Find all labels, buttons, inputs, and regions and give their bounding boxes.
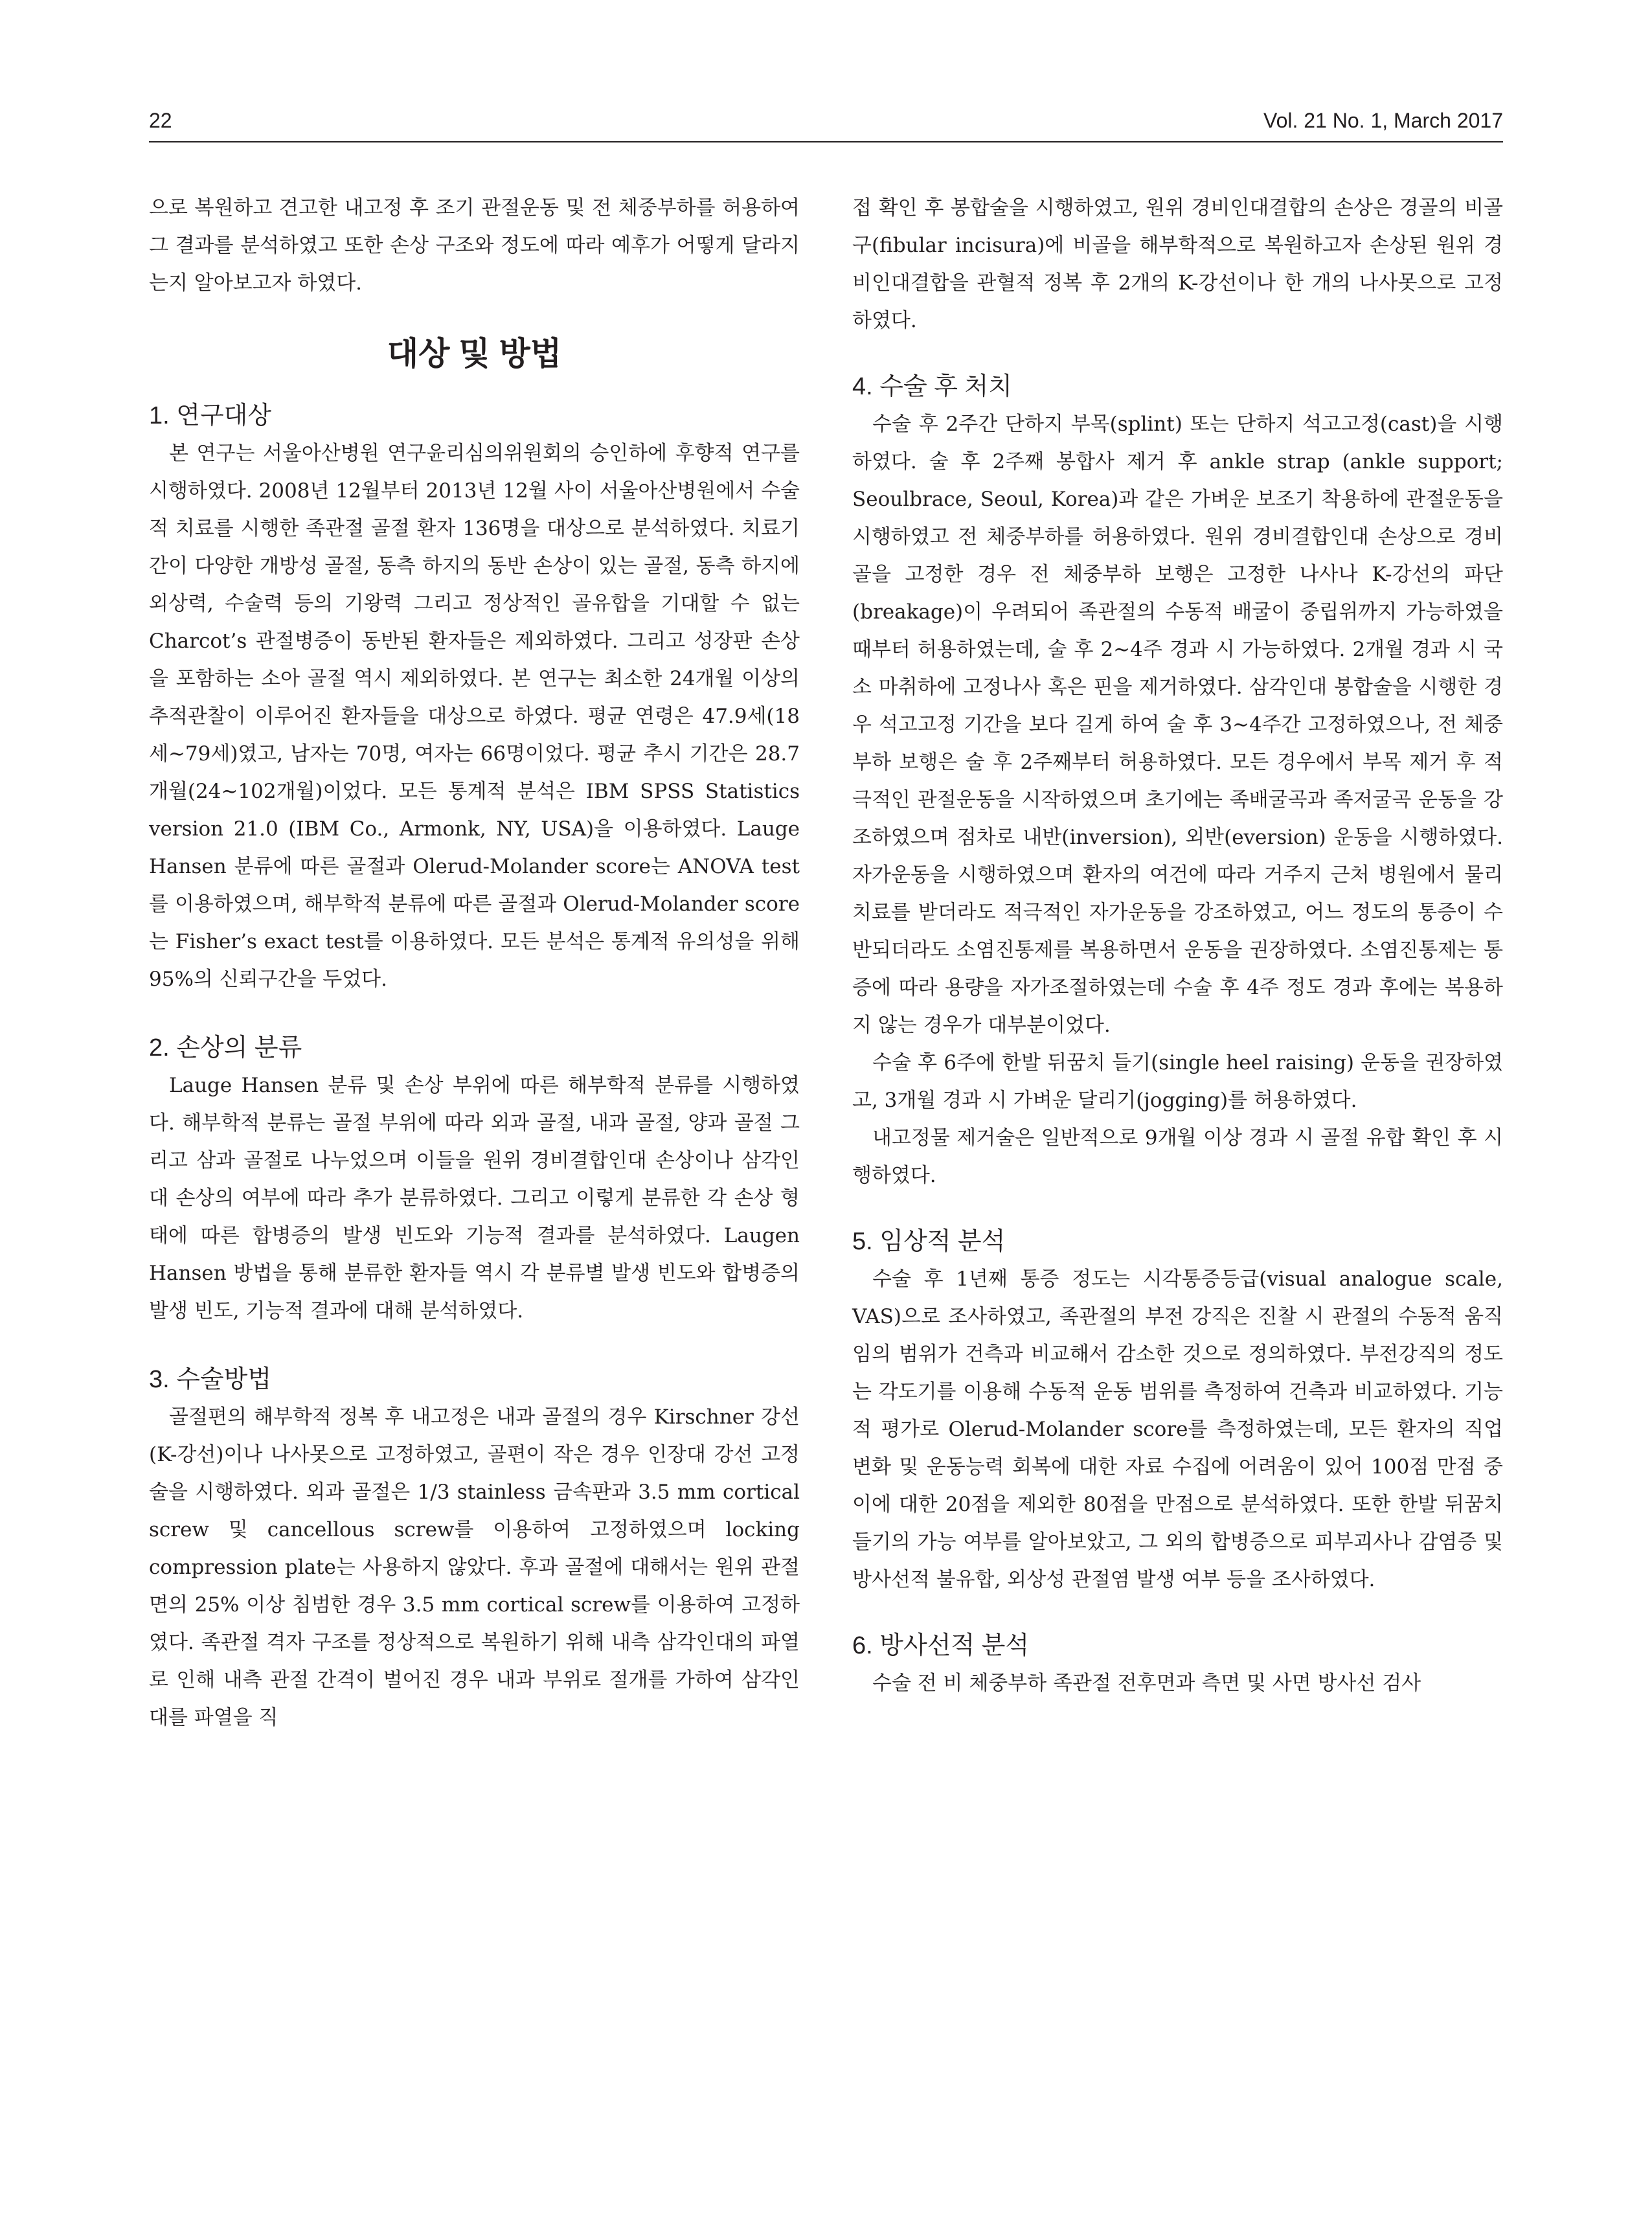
page-number: 22 <box>149 109 172 132</box>
heading-postoperative-care: 4. 수술 후 처치 <box>852 373 1012 400</box>
heading-clinical-analysis: 5. 임상적 분석 <box>852 1228 1006 1255</box>
intro-paragraph: 으로 복원하고 견고한 내고정 후 조기 관절운동 및 전 체중부하를 허용하여 그 결과를 분석하였고 또한 손상 구조와 정도에 따라 예후가 어떻게 달라지는지 알아보고자 하였다. <box>149 196 800 295</box>
postoperative-care-text-2: 수술 후 6주에 한발 뒤꿈치 들기(single heel raising) 운동을 권장하였고, 3개월 경과 시 가벼운 달리기(jogging)를 허용하였다. <box>852 1051 1503 1112</box>
left-column <box>149 189 800 1736</box>
heading-study-subjects: 1. 연구대상 <box>149 402 272 429</box>
postoperative-care-text-3: 내고정물 제거술은 일반적으로 9개월 이상 경과 시 골절 유합 확인 후 시행하였다. <box>852 1126 1503 1187</box>
page-header <box>149 109 1503 142</box>
section-title: 대상 및 방법 <box>387 335 562 372</box>
right-column <box>852 189 1503 1702</box>
surgical-method-continued: 접 확인 후 봉합술을 시행하였고, 원위 경비인대결합의 손상은 경골의 비골 구(fibular incisura)에 비골을 해부학적으로 복원하고자 손상된 원위 경비인대결합을 관혈적 정복 후 2개의 K-강선이나 한 개의 나사못으로 고정하였다. <box>852 196 1503 332</box>
radiological-analysis-text: 수술 전 비 체중부하 족관절 전후면과 측면 및 사면 방사선 검사 <box>872 1672 1421 1695</box>
surgical-method-text: 골절편의 해부학적 정복 후 내고정은 내과 골절의 경우 Kirschner 강선(K-강선)이나 나사못으로 고정하였고, 골편이 작은 경우 인장대 강선 고정술을 시행하였다. 외과 골절은 1/3 stainless 금속판과 3.5 mm cortical screw 및 cancellous screw를 이용하여 고정하였으며 locking compression plate는 사용하지 않았다. 후과 골절에 대해서는 원위 관절면의 25% 이상 침범한 경우 3.5 mm cortical screw를 이용하여 고정하였다. 족관절 격자 구조를 정상적으로 복원하기 위해 내측 삼각인대의 파열로 인해 내측 관절 간격이 벌어진 경우 내과 부위로 절개를 가하여 삼각인대를 파열을 직 <box>149 1405 800 1729</box>
injury-classification-text: Lauge Hansen 분류 및 손상 부위에 따른 해부학적 분류를 시행하였다. 해부학적 분류는 골절 부위에 따라 외과 골절, 내과 골절, 양과 골절 그리고 삼과 골절로 나누었으며 이들을 원위 경비결합인대 손상이나 삼각인대 손상의 여부에 따라 추가 분류하였다. 그리고 이렇게 분류한 각 손상 형태에 따른 합병증의 발생 빈도와 기능적 결과를 분석하였다. Laugen Hansen 방법을 통해 분류한 환자들 역시 각 분류별 발생 빈도와 합병증의 발생 빈도, 기능적 결과에 대해 분석하였다. <box>149 1074 800 1323</box>
postoperative-care-text: 수술 후 2주간 단하지 부목(splint) 또는 단하지 석고고정(cast)을 시행하였다. 술 후 2주째 봉합사 제거 후 ankle strap (ankle support; Seoulbrace, Seoul, Korea)과 같은 가벼운 보조기 착용하에 관절운동을 시행하였고 전 체중부하를 허용하였다. 원위 경비결합인대 손상으로 경비골을 고정한 경우 전 체중부하 보행은 고정한 나사나 K-강선의 파단(breakage)이 우려되어 족관절의 수동적 배굴이 중립위까지 가능하였을 때부터 허용하였는데, 술 후 2∼4주 경과 시 가능하였다. 2개월 경과 시 국소 마취하에 고정나사 혹은 핀을 제거하였다. 삼각인대 봉합술을 시행한 경우 석고고정 기간을 보다 길게 하여 술 후 3∼4주간 고정하였으나, 전 체중부하 보행은 술 후 2주째부터 허용하였다. 모든 경우에서 부목 제거 후 적극적인 관절운동을 시작하였으며 초기에는 족배굴곡과 족저굴곡 운동을 강조하였으며 점차로 내반(inversion), 외반(eversion) 운동을 시행하였다. 자가운동을 시행하였으며 환자의 여건에 따라 거주지 근처 병원에서 물리치료를 받더라도 적극적인 자가운동을 강조하였고, 어느 정도의 통증이 수반되더라도 소염진통제를 복용하면서 운동을 권장하였다. 소염진통제는 통증에 따라 용량을 자가조절하였는데 수술 후 4주 정도 경과 후에는 복용하지 않는 경우가 대부분이었다. <box>852 413 1503 1037</box>
journal-info: Vol. 21 No. 1, March 2017 <box>1263 109 1503 132</box>
heading-injury-classification: 2. 손상의 분류 <box>149 1034 302 1062</box>
heading-surgical-method: 3. 수술방법 <box>149 1366 272 1393</box>
heading-radiological-analysis: 6. 방사선적 분석 <box>852 1632 1030 1659</box>
clinical-analysis-text: 수술 후 1년째 통증 정도는 시각통증등급(visual analogue scale, VAS)으로 조사하였고, 족관절의 부전 강직은 진찰 시 관절의 수동적 움직임의 범위가 건측과 비교해서 감소한 것으로 정의하였다. 부전강직의 정도는 각도기를 이용해 수동적 운동 범위를 측정하여 건측과 비교하였다. 기능적 평가로 Olerud-Molander score를 측정하였는데, 모든 환자의 직업 변화 및 운동능력 회복에 대한 자료 수집에 어려움이 있어 100점 만점 중 이에 대한 20점을 제외한 80점을 만점으로 분석하였다. 또한 한발 뒤꿈치 들기의 가능 여부를 알아보았고, 그 외의 합병증으로 피부괴사나 감염증 및 방사선적 불유합, 외상성 관절염 발생 여부 등을 조사하였다. <box>852 1267 1503 1591</box>
study-subjects-text: 본 연구는 서울아산병원 연구윤리심의위원회의 승인하에 후향적 연구를 시행하였다. 2008년 12월부터 2013년 12월 사이 서울아산병원에서 수술적 치료를 시행한 족관절 골절 환자 136명을 대상으로 분석하였다. 치료기간이 다양한 개방성 골절, 동측 하지의 동반 손상이 있는 골절, 동측 하지에 외상력, 수술력 등의 기왕력 그리고 정상적인 골유합을 기대할 수 없는 Charcot’s 관절병증이 동반된 환자들은 제외하였다. 그리고 성장판 손상을 포함하는 소아 골절 역시 제외하였다. 본 연구는 최소한 24개월 이상의 추적관찰이 이루어진 환자들을 대상으로 하였다. 평균 연령은 47.9세(18세∼79세)였고, 남자는 70명, 여자는 66명이었다. 평균 추시 기간은 28.7개월(24∼102개월)이었다. 모든 통계적 분석은 IBM SPSS Statistics version 21.0 (IBM Co., Armonk, NY, USA)을 이용하였다. Lauge Hansen 분류에 따른 골절과 Olerud-Molander score는 ANOVA test를 이용하였으며, 해부학적 분류에 따른 골절과 Olerud-Molander score는 Fisher’s exact test를 이용하였다. 모든 분석은 통계적 유의성을 위해 95%의 신뢰구간을 두었다. <box>149 442 800 991</box>
